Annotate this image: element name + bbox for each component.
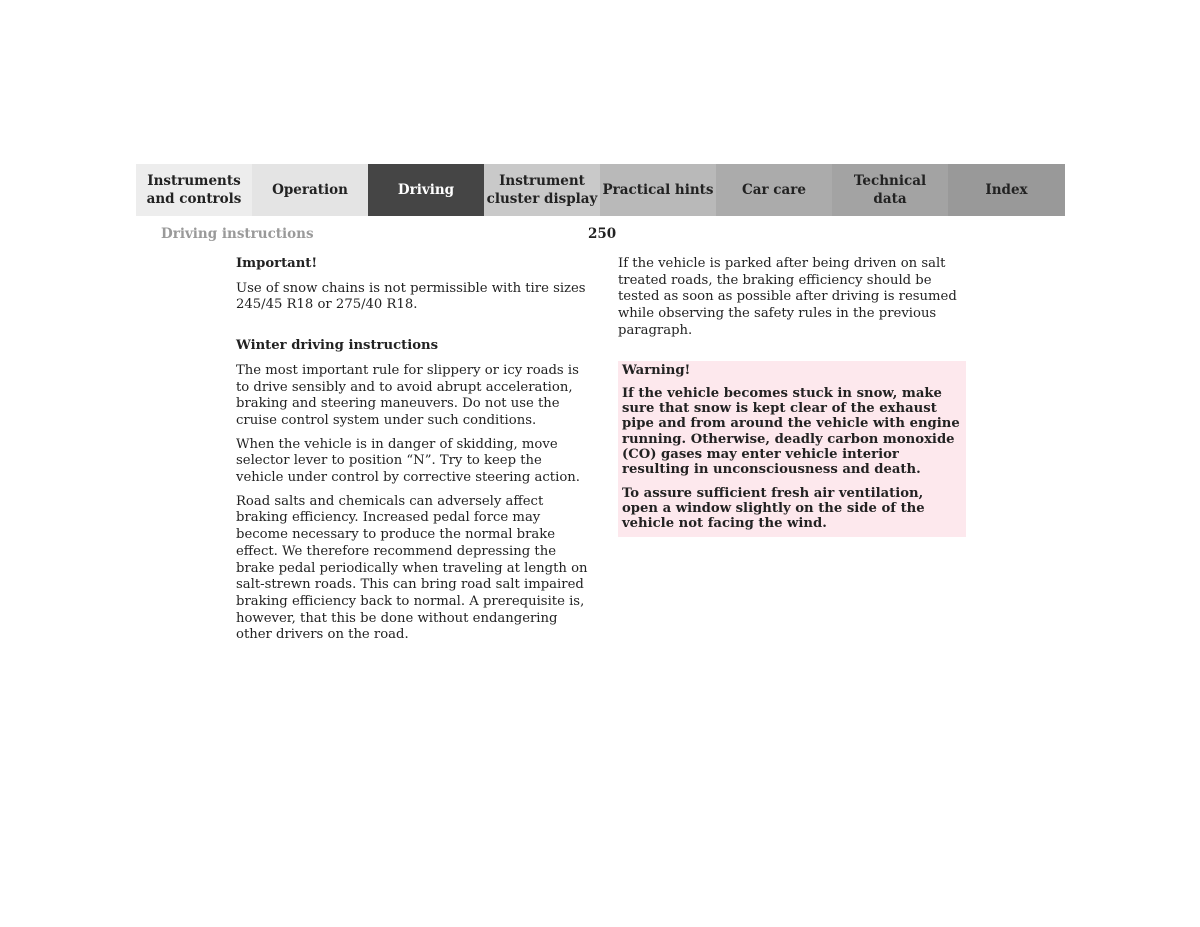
tab-instrument-cluster-display[interactable] [484,164,600,216]
tab-label: Instrument cluster display [486,173,598,207]
left-column [236,256,588,644]
tab-driving[interactable] [368,164,484,216]
body-paragraph: If the vehicle is parked after being driven on salt treated roads, the braking efficiency should be tested as soon as possible after driving is resumed while observing the safety rules in the previous paragraph. [618,256,957,338]
tab-instruments-and-controls[interactable] [136,164,252,216]
warning-box [618,361,966,538]
body-paragraph: The most important rule for slippery or icy roads is to drive sensibly and to avoid abrupt acceleration, braking and steering maneuvers. Do not use the cruise control system under such conditions. [236,362,579,428]
tab-car-care[interactable] [716,164,832,216]
winter-driving-heading: Winter driving instructions [236,338,439,354]
page-number: 250 [588,226,617,242]
tab-practical-hints[interactable] [600,164,716,216]
important-heading: Important! [236,256,318,271]
warning-paragraph: To assure sufficient fresh air ventilation, open a window slightly on the side of the vehicle not facing the wind. [622,485,925,532]
body-paragraph: When the vehicle is in danger of skidding, move selector lever to position “N”. Try to keep the vehicle under control by corrective steering action. [236,436,580,486]
tab-label: Index [985,182,1028,198]
tab-label: Technical data [853,173,927,207]
tab-label: Instruments and controls [146,173,242,207]
tab-label: Driving [397,182,455,198]
tab-label: Operation [272,182,348,198]
chapter-tabs [136,164,1065,216]
tab-operation[interactable] [252,164,368,216]
tab-label: Car care [742,182,806,198]
tab-index[interactable] [948,164,1065,216]
tab-label: Practical hints [602,182,714,198]
section-title: Driving instructions [161,226,314,242]
warning-paragraph: If the vehicle becomes stuck in snow, make sure that snow is kept clear of the exhaust pipe and from around the vehicle with engine running. Otherwise, deadly carbon monoxide (CO) gases may enter vehicle interior resulting in unconsciousness and death. [622,385,960,478]
right-column [618,256,966,537]
body-paragraph: Road salts and chemicals can adversely affect braking efficiency. Increased pedal force may become necessary to produce the normal brake effect. We therefore recommend depressing the brake pedal periodically when traveling at length on salt-strewn roads. This can bring road salt impaired braking efficiency back to normal. A prerequisite is, however, that this be done without endangering other drivers on the road. [236,493,588,643]
important-text: Use of snow chains is not permissible with tire sizes 245/45 R18 or 275/40 R18. [236,280,586,313]
warning-title: Warning! [622,362,691,378]
tab-technical-data[interactable] [832,164,948,216]
